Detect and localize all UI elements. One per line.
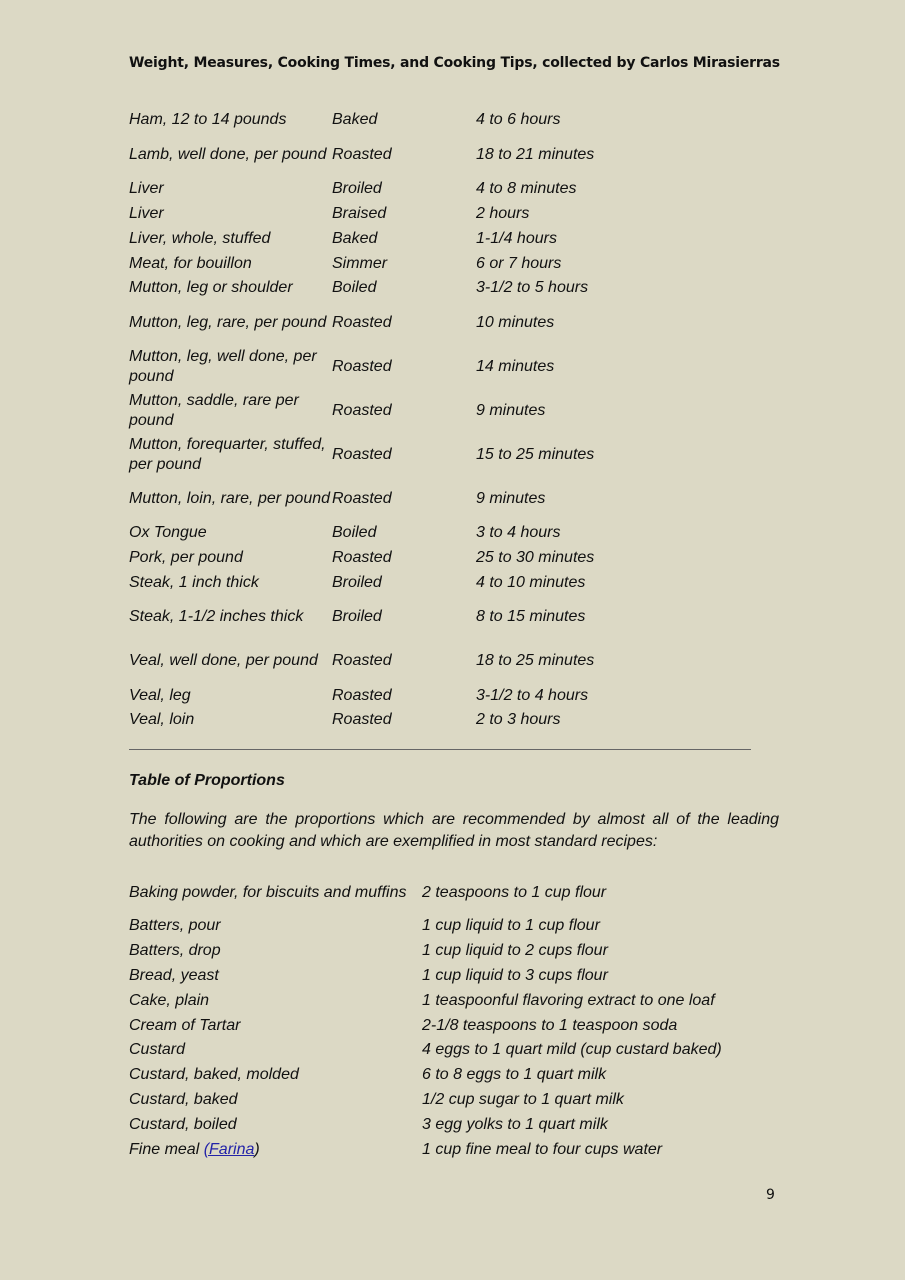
proportion-row	[129, 964, 779, 989]
cooking-time: 25 to 30 minutes	[476, 548, 595, 566]
cooking-food: Liver, whole, stuffed	[129, 229, 271, 247]
cooking-method: Braised	[332, 204, 387, 222]
cooking-row	[129, 251, 769, 276]
cooking-row	[129, 546, 769, 571]
cooking-food: Ox Tongue	[129, 524, 207, 542]
proportion-item: Cake, plain	[129, 991, 210, 1009]
proportion-item: Custard, baked, molded	[129, 1066, 299, 1084]
cooking-method: Roasted	[332, 445, 392, 463]
proportion-row	[129, 914, 779, 939]
cooking-row	[129, 345, 769, 389]
cooking-food: Lamb, well done, per pound	[129, 145, 327, 163]
cooking-time: 10 minutes	[476, 313, 555, 331]
cooking-time: 2 to 3 hours	[476, 711, 561, 729]
cooking-row	[129, 595, 769, 639]
cooking-time: 3-1/2 to 4 hours	[476, 686, 589, 704]
cooking-row	[129, 683, 769, 708]
farina-link[interactable]: (Farina	[203, 1140, 255, 1158]
cooking-times-table	[129, 108, 769, 733]
cooking-row	[129, 389, 769, 433]
proportion-item: Batters, drop	[129, 942, 221, 960]
cooking-method: Boiled	[332, 279, 377, 297]
cooking-row	[129, 276, 769, 301]
cooking-row	[129, 177, 769, 202]
proportion-item: Bread, yeast	[129, 966, 219, 984]
cooking-row	[129, 708, 769, 733]
cooking-food: Liver	[129, 204, 164, 222]
cooking-food: Veal, leg	[129, 686, 191, 704]
cooking-time: 15 to 25 minutes	[476, 445, 595, 463]
cooking-method: Roasted	[332, 652, 392, 670]
proportion-ratio: 3 egg yolks to 1 quart milk	[422, 1115, 608, 1133]
fine-meal-label: Fine meal	[129, 1140, 204, 1158]
cooking-row	[129, 433, 769, 477]
cooking-row	[129, 639, 769, 683]
cooking-method: Simmer	[332, 254, 388, 272]
cooking-food: Mutton, saddle, rare per pound	[129, 391, 299, 429]
cooking-method: Boiled	[332, 524, 377, 542]
cooking-food: Mutton, loin, rare, per pound	[129, 489, 331, 507]
cooking-time: 8 to 15 minutes	[476, 608, 586, 626]
proportion-item: Custard	[129, 1041, 186, 1059]
cooking-row	[129, 202, 769, 227]
cooking-food: Steak, 1 inch thick	[129, 573, 259, 591]
cooking-time: 4 to 8 minutes	[476, 180, 577, 198]
cooking-method: Broiled	[332, 573, 382, 591]
cooking-row	[129, 301, 769, 345]
proportion-item: Custard, boiled	[129, 1115, 237, 1133]
proportion-ratio: 1 teaspoonful flavoring extract to one loaf	[422, 991, 715, 1009]
cooking-time: 2 hours	[476, 204, 530, 222]
cooking-food: Mutton, leg, well done, per pound	[129, 347, 317, 385]
proportions-table	[129, 872, 779, 1162]
cooking-food: Mutton, forequarter, stuffed, per pound	[129, 435, 326, 473]
proportion-ratio: 1 cup fine meal to four cups water	[422, 1140, 663, 1158]
proportions-intro: The following are the proportions which are recommended by almost all of the leading authorities on cooking and which are exemplified in most standard recipes:	[129, 811, 779, 850]
proportion-row	[129, 1088, 779, 1113]
cooking-method: Roasted	[332, 357, 392, 375]
cooking-method: Roasted	[332, 401, 392, 419]
proportion-row	[129, 939, 779, 964]
proportion-item	[129, 1140, 422, 1160]
cooking-method: Roasted	[332, 686, 392, 704]
cooking-method: Roasted	[332, 489, 392, 507]
cooking-food: Steak, 1-1/2 inches thick	[129, 608, 304, 626]
cooking-row	[129, 108, 769, 133]
cooking-row	[129, 521, 769, 546]
cooking-food: Ham, 12 to 14 pounds	[129, 111, 287, 129]
cooking-method: Broiled	[332, 180, 382, 198]
cooking-food: Veal, loin	[129, 711, 195, 729]
proportion-ratio: 4 eggs to 1 quart mild (cup custard baked)	[422, 1041, 722, 1059]
proportion-ratio: 6 to 8 eggs to 1 quart milk	[422, 1066, 607, 1084]
proportion-row	[129, 1137, 779, 1162]
proportion-ratio: 1/2 cup sugar to 1 quart milk	[422, 1090, 624, 1108]
cooking-method: Baked	[332, 111, 378, 129]
cooking-method: Roasted	[332, 711, 392, 729]
cooking-method: Baked	[332, 229, 378, 247]
proportion-ratio: 1 cup liquid to 3 cups flour	[422, 966, 608, 984]
cooking-food: Liver	[129, 180, 164, 198]
cooking-method: Roasted	[332, 145, 392, 163]
cooking-time: 3 to 4 hours	[476, 524, 561, 542]
proportion-ratio: 2-1/8 teaspoons to 1 teaspoon soda	[422, 1016, 678, 1034]
cooking-time: 9 minutes	[476, 489, 546, 507]
cooking-method: Roasted	[332, 313, 392, 331]
cooking-row	[129, 477, 769, 521]
cooking-food: Meat, for bouillon	[129, 254, 252, 272]
cooking-time: 9 minutes	[476, 401, 546, 419]
cooking-time: 18 to 25 minutes	[476, 652, 595, 670]
cooking-time: 4 to 6 hours	[476, 111, 561, 129]
cooking-time: 14 minutes	[476, 357, 555, 375]
proportion-ratio: 1 cup liquid to 1 cup flour	[422, 917, 600, 935]
cooking-food: Mutton, leg, rare, per pound	[129, 313, 327, 331]
cooking-time: 6 or 7 hours	[476, 254, 562, 272]
proportion-item: Custard, baked	[129, 1090, 238, 1108]
proportion-ratio: 1 cup liquid to 2 cups flour	[422, 942, 608, 960]
cooking-row	[129, 570, 769, 595]
fine-meal-suffix: )	[254, 1140, 260, 1158]
proportion-item: Batters, pour	[129, 917, 221, 935]
proportion-row	[129, 872, 779, 914]
proportion-ratio: 2 teaspoons to 1 cup flour	[422, 884, 607, 901]
cooking-food: Mutton, leg or shoulder	[129, 279, 293, 297]
cooking-row	[129, 226, 769, 251]
cooking-method: Roasted	[332, 548, 392, 566]
proportion-row	[129, 1038, 779, 1063]
proportion-item: Baking powder, for biscuits and muffins	[129, 884, 407, 901]
proportion-row	[129, 1013, 779, 1038]
cooking-time: 1-1/4 hours	[476, 229, 557, 247]
page-header: Weight, Measures, Cooking Times, and Cooking Tips, collected by Carlos Mirasierras	[129, 55, 780, 71]
cooking-time: 18 to 21 minutes	[476, 145, 595, 163]
page-number: 9	[766, 1187, 775, 1203]
section-divider	[129, 749, 751, 750]
proportion-row	[129, 1063, 779, 1088]
proportion-row	[129, 988, 779, 1013]
cooking-row	[129, 133, 769, 177]
proportions-title: Table of Proportions	[129, 772, 285, 789]
cooking-time: 4 to 10 minutes	[476, 573, 586, 591]
proportion-row	[129, 1112, 779, 1137]
proportion-item: Cream of Tartar	[129, 1016, 241, 1034]
cooking-time: 3-1/2 to 5 hours	[476, 279, 589, 297]
cooking-food: Veal, well done, per pound	[129, 652, 318, 670]
cooking-method: Broiled	[332, 608, 382, 626]
cooking-food: Pork, per pound	[129, 548, 243, 566]
